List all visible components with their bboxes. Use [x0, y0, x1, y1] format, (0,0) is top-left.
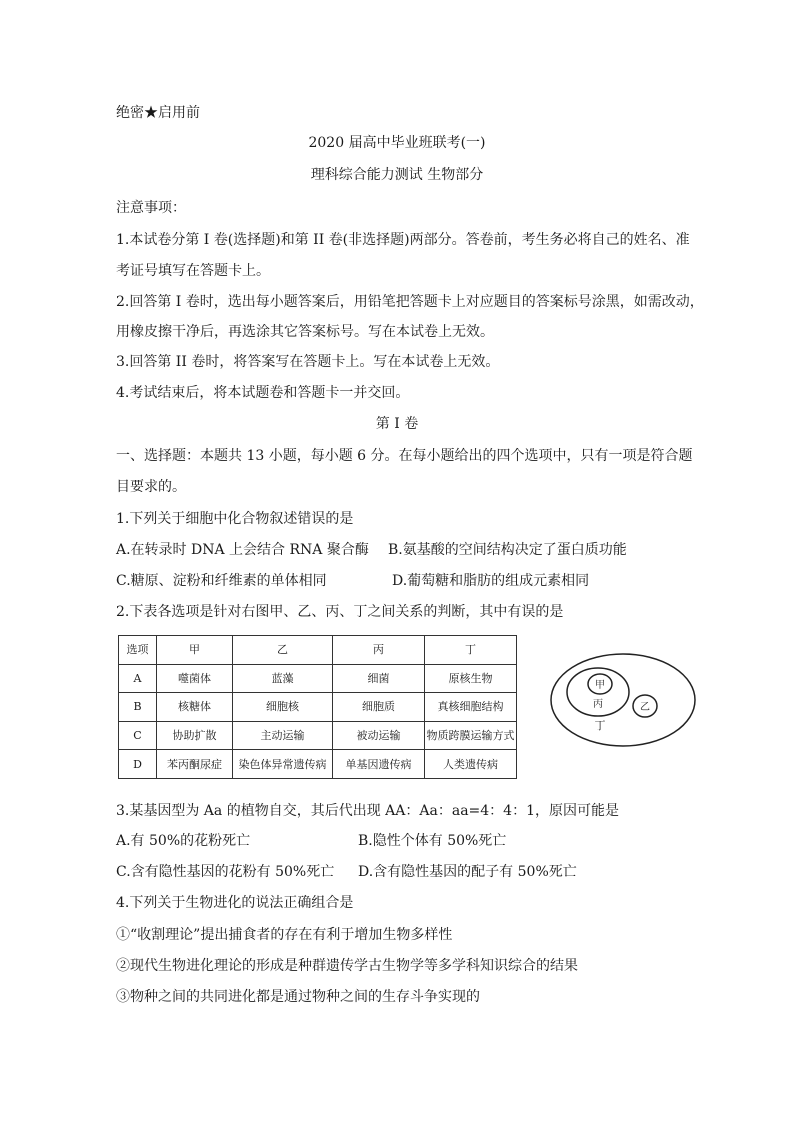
table-cell: C — [119, 721, 157, 750]
table-row — [119, 664, 517, 693]
table-header-cell: 乙 — [233, 636, 333, 665]
table-header-cell: 丁 — [425, 636, 517, 665]
label-bing: 丙 — [593, 699, 603, 710]
table-row — [119, 750, 517, 779]
table-cell: 细菌 — [333, 664, 425, 693]
table-cell: 染色体异常遗传病 — [233, 750, 333, 779]
table-header-cell: 甲 — [157, 636, 233, 665]
table-cell: 蓝藻 — [233, 664, 333, 693]
section-intro-a: 一、选择题：本题共 13 小题，每小题 6 分。在每小题给出的四个选项中，只有一项是符合题 — [116, 448, 693, 464]
table-cell: 真核细胞结构 — [425, 693, 517, 722]
table-cell: 噬菌体 — [157, 664, 233, 693]
label-ding: 丁 — [594, 719, 606, 732]
notice-title: 注意事项： — [116, 200, 186, 216]
table-cell: 苯丙酮尿症 — [157, 750, 233, 779]
q1-option-c: C.糖原、淀粉和纤维素的单体相同 — [116, 573, 327, 589]
table-cell: D — [119, 750, 157, 779]
table-header-cell: 选项 — [119, 636, 157, 665]
table-cell: 细胞质 — [333, 693, 425, 722]
table-cell: A — [119, 664, 157, 693]
table-cell: 原核生物 — [425, 664, 517, 693]
notice-item-2a: 2.回答第 I 卷时，选出每小题答案后，用铅笔把答题卡上对应题目的答案标号涂黑，如需改动， — [116, 294, 704, 310]
q1-option-b: B.氨基酸的空间结构决定了蛋白质功能 — [388, 542, 627, 558]
section-intro-b: 目要求的。 — [116, 479, 186, 495]
q2-table — [118, 635, 517, 779]
q4-statement-1: ①“收割理论”提出捕食者的存在有利于增加生物多样性 — [116, 927, 453, 943]
q3-option-a: A.有 50%的花粉死亡 — [116, 833, 251, 849]
subject-title: 理科综合能力测试 生物部分 — [310, 167, 484, 183]
q3-option-d: D.含有隐性基因的配子有 50%死亡 — [358, 864, 577, 880]
q3-stem: 3.某基因型为 Aa 的植物自交，其后代出现 AA：Aa：aa=4：4：1，原因可能是 — [116, 803, 619, 819]
table-cell: 主动运输 — [233, 721, 333, 750]
table-header-cell: 丙 — [333, 636, 425, 665]
label-yi: 乙 — [640, 702, 650, 713]
q1-stem: 1.下列关于细胞中化合物叙述错误的是 — [116, 511, 354, 527]
table-row — [119, 693, 517, 722]
notice-item-1a: 1.本试卷分第 I 卷(选择题)和第 II 卷(非选择题)两部分。答卷前，考生务必将自己的姓名、准 — [116, 232, 690, 248]
exam-title: 2020 届高中毕业班联考(一) — [308, 135, 486, 151]
notice-item-3: 3.回答第 II 卷时，将答案写在答题卡上。写在本试卷上无效。 — [116, 354, 500, 370]
table-cell: 被动运输 — [333, 721, 425, 750]
table-cell: 核糖体 — [157, 693, 233, 722]
table-header-row — [119, 636, 517, 665]
notice-item-1b: 考证号填写在答题卡上。 — [116, 263, 270, 279]
q4-statement-2: ②现代生物进化理论的形成是种群遗传学古生物学等多学科知识综合的结果 — [116, 958, 578, 974]
table-cell: 协助扩散 — [157, 721, 233, 750]
q3-option-b: B.隐性个体有 50%死亡 — [358, 833, 507, 849]
table-cell: 人类遗传病 — [425, 750, 517, 779]
table-cell: 物质跨膜运输方式 — [425, 721, 517, 750]
table-cell: 单基因遗传病 — [333, 750, 425, 779]
q2-table-wrap — [118, 635, 515, 779]
q3-option-c: C.含有隐性基因的花粉有 50%死亡 — [116, 864, 335, 880]
table-cell: 细胞核 — [233, 693, 333, 722]
label-jia: 甲 — [595, 680, 605, 691]
notice-item-2b: 用橡皮擦干净后，再选涂其它答案标号。写在本试卷上无效。 — [116, 324, 494, 340]
table-row — [119, 721, 517, 750]
q1-option-a: A.在转录时 DNA 上会结合 RNA 聚合酶 — [116, 542, 369, 558]
q1-option-d: D.葡萄糖和脂肪的组成元素相同 — [392, 573, 590, 589]
venn-diagram — [548, 650, 698, 750]
secret-label: 绝密★启用前 — [116, 105, 200, 121]
ellipse-ding — [551, 654, 695, 746]
q2-stem: 2.下表各选项是针对右图甲、乙、丙、丁之间关系的判断，其中有误的是 — [116, 604, 564, 620]
q4-statement-3: ③物种之间的共同进化都是通过物种之间的生存斗争实现的 — [116, 989, 480, 1005]
table-cell: B — [119, 693, 157, 722]
notice-item-4: 4.考试结束后，将本试题卷和答题卡一并交回。 — [116, 385, 410, 401]
section-title: 第 I 卷 — [375, 416, 419, 432]
q4-stem: 4.下列关于生物进化的说法正确组合是 — [116, 895, 354, 911]
